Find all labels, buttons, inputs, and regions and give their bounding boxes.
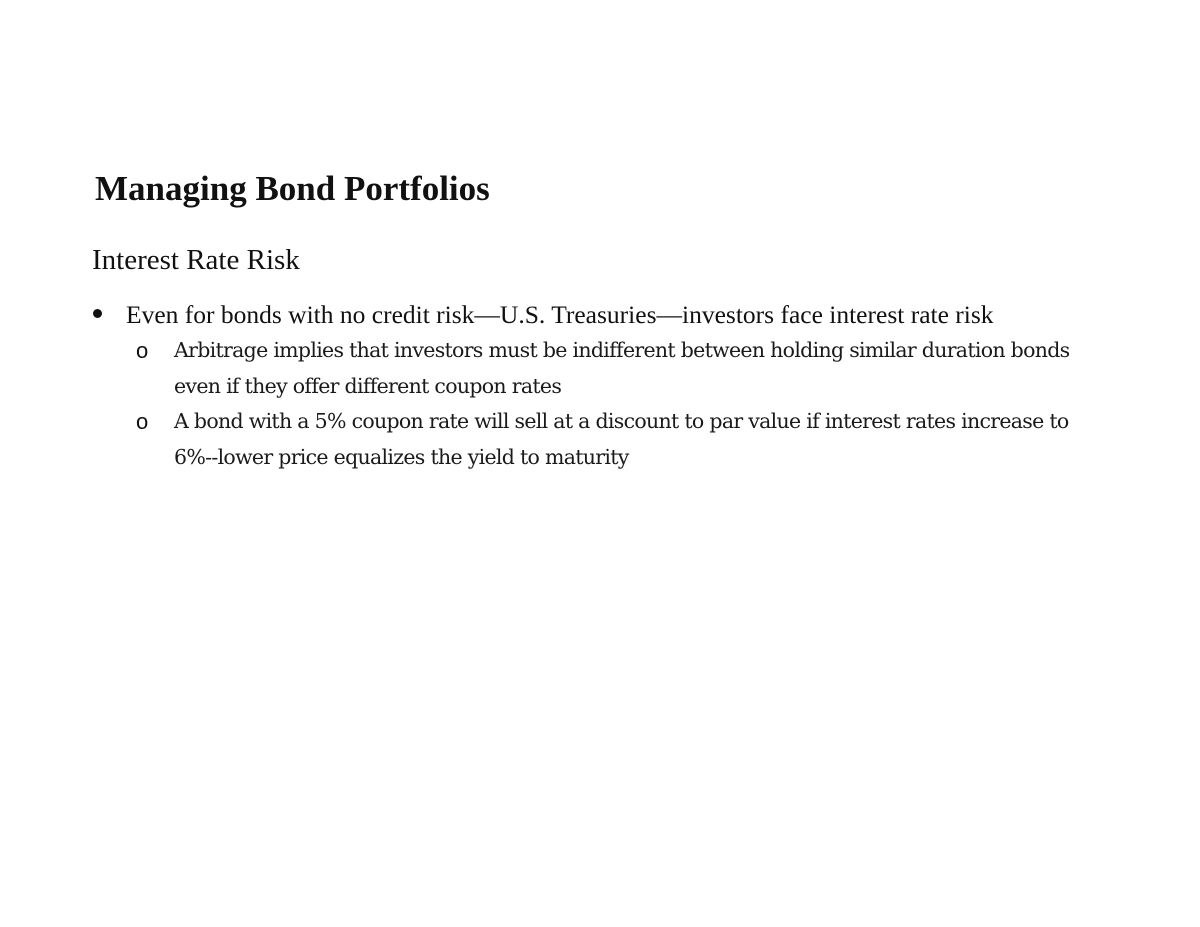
bullet-list bbox=[90, 296, 1080, 475]
sub-bullet-text: A bond with a 5% coupon rate will sell at a discount to par value if interest rates increase to 6%--lower price equalizes the yield to maturity bbox=[174, 409, 1069, 469]
bullet-item bbox=[90, 296, 1080, 475]
bullet-text: Even for bonds with no credit risk—U.S. Treasuries—investors face interest rate risk bbox=[126, 300, 994, 329]
sub-bullet-list bbox=[126, 333, 1080, 475]
section-heading: Interest Rate Risk bbox=[92, 244, 300, 276]
sub-bullet-text: Arbitrage implies that investors must be indifferent between holding similar duration bonds even if they offer different coupon rates bbox=[174, 338, 1070, 398]
circle-bullet-icon: o bbox=[136, 409, 149, 434]
bullet-dot-icon bbox=[93, 309, 102, 318]
page-title: Managing Bond Portfolios bbox=[95, 169, 490, 208]
sub-bullet-item bbox=[136, 404, 1080, 475]
circle-bullet-icon: o bbox=[136, 338, 149, 363]
sub-bullet-item bbox=[136, 333, 1080, 404]
